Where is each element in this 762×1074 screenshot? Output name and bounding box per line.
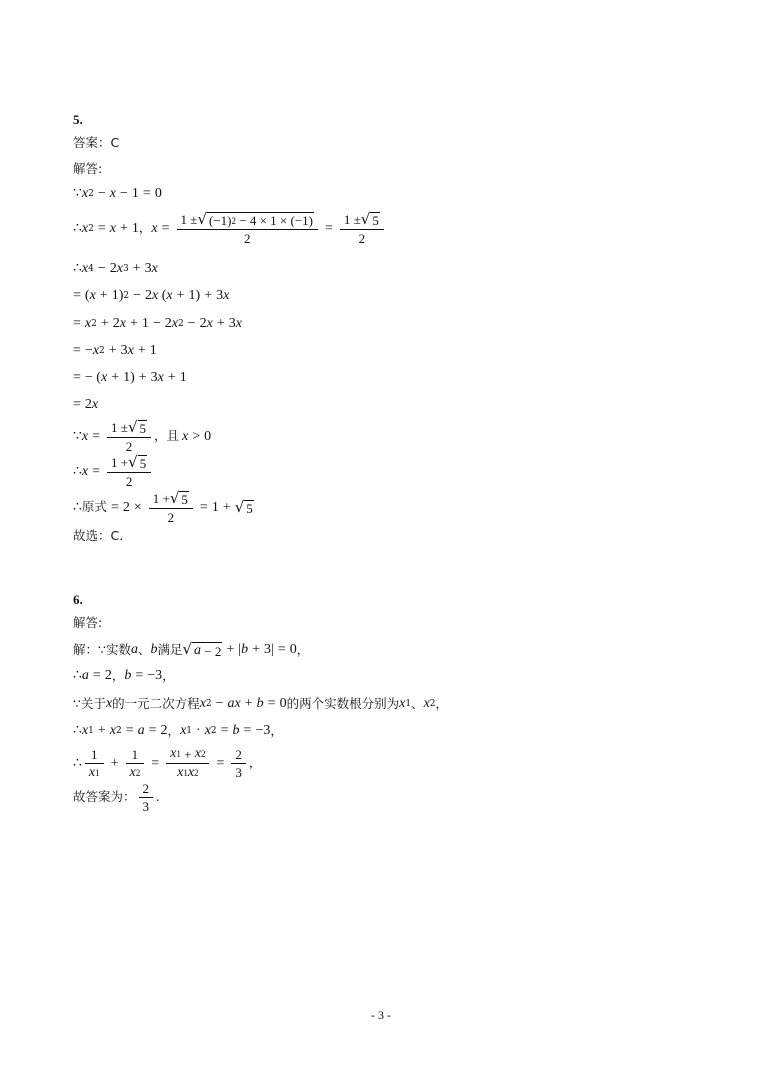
- q6-number: 6.: [73, 592, 83, 607]
- original-expression-label: 原式: [81, 499, 107, 515]
- page-number: - 3 -: [371, 1008, 391, 1022]
- q5-step-7: = − ( x + 1) + 3 x + 1: [73, 370, 187, 385]
- q5-step-10: ∴ x = 1 + √ 5 2: [73, 455, 154, 488]
- q5-step-9: ∵ x = 1 ± √ 5 2 ，且 x > 0: [73, 418, 212, 454]
- quadratic-formula-fraction: 1 ± √ (−1) 2 − 4 × 1 × (−1) 2: [177, 212, 318, 245]
- q6-step-2: ∴ a = 2 ， b = −3 ，: [73, 667, 175, 683]
- q5-number: 5.: [73, 112, 83, 127]
- q5-step-1: ∵ x 2 − x − 1 = 0: [73, 186, 162, 201]
- q5-step-3: ∴ x 4 − 2 x 3 + 3 x: [73, 261, 158, 276]
- q5-answer: 答案：C: [73, 135, 120, 150]
- q6-step-5: ∴ 1 x 1 + 1 x 2 = x 1 + x 2 x 1 x 2 = $\frac{2}{3}$ ，: [73, 746, 262, 780]
- q5-step-6: = − x 2 + 3 x + 1: [73, 343, 157, 358]
- q6-conclusion: 故答案为： $\frac{2}{3}$ .: [73, 781, 160, 814]
- q5-solution-label: 解答:: [73, 161, 103, 176]
- because-symbol: ∵: [73, 186, 82, 201]
- q5-step-5: = x 2 + 2 x + 1 − 2 x 2 − 2 x + 3 x: [73, 316, 242, 331]
- q5-conclusion: 故选：C.: [73, 528, 124, 543]
- q5-step-4: = ( x + 1) 2 − 2 x ( x + 1) + 3 x: [73, 288, 230, 303]
- q6-solution-label: 解答:: [73, 615, 103, 630]
- q5-step-8: = 2 x: [73, 397, 99, 412]
- therefore-symbol: ∴: [73, 220, 82, 236]
- q6-step-4: ∴ x 1 + x 2 = a = 2 ， x 1 · x 2 = b = −3 ，: [73, 722, 283, 738]
- q6-step-1: 解：∵实数 a 、 b 满足 √ a − 2 + | b + 3| = 0 ，: [73, 640, 310, 659]
- and-label: ，且: [154, 428, 180, 444]
- q5-step-2: ∴ x 2 = x + 1 ， x = 1 ± √ (−1) 2 − 4 × 1 × (−1) 2 = 1 ± √ 5 2: [73, 212, 387, 245]
- q6-step-3: ∵关于 x 的一元二次方程 x 2 − ax + b = 0 的两个实数根分别为 x 1 、 x 2 ，: [73, 695, 449, 711]
- q5-step-11: ∴ 原式 = 2 × 1 + √ 5 2 = 1 + √ 5: [73, 489, 253, 525]
